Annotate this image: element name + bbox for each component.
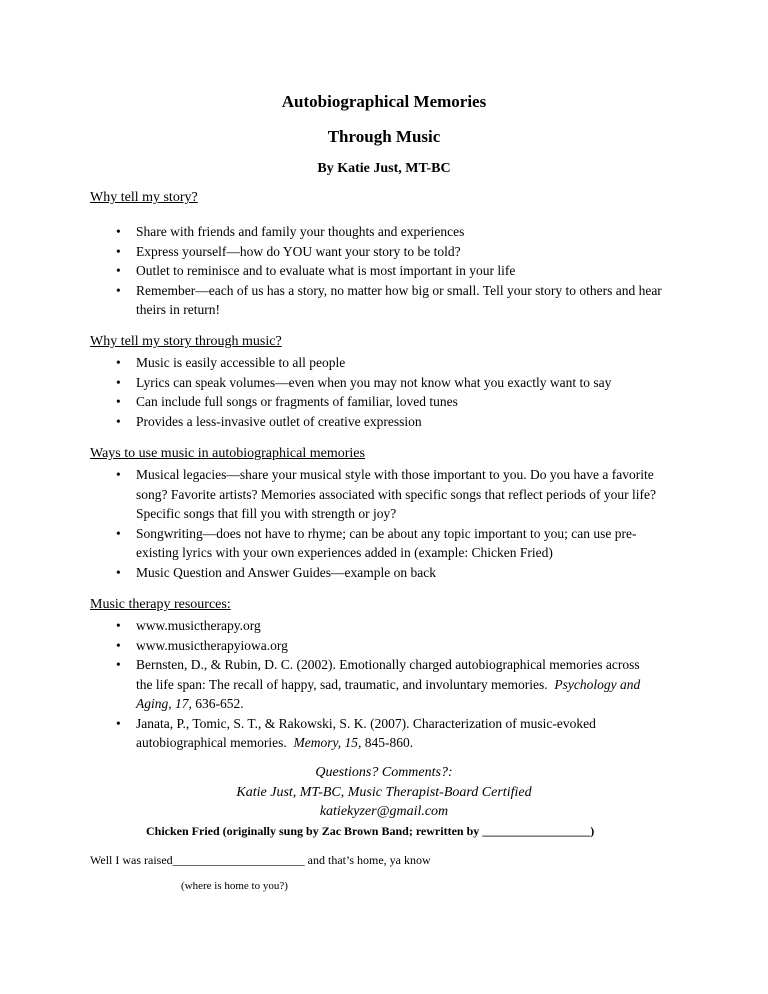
list-item: • Outlet to reminisce and to evaluate what is most important in your life — [0, 261, 688, 281]
contact-email: katiekyzer@gmail.com — [319, 804, 449, 819]
list-item: • Can include full songs or fragments of familiar, loved tunes — [0, 392, 688, 412]
resources-list — [0, 616, 688, 753]
list-item-line: theirs in return! — [136, 302, 220, 317]
section-heading-why-story: Why tell my story? — [90, 190, 198, 205]
list-item — [0, 655, 688, 714]
section-heading-resources: Music therapy resources: — [90, 597, 231, 612]
journal-volume: Memory, 15, — [293, 735, 362, 750]
song-rewrite-title: Chicken Fried (originally sung by Zac Brown Band; rewritten by __________________) — [146, 824, 595, 838]
list-item-line: • Songwriting—does not have to rhyme; can be about any topic important to you; can use pre- — [136, 525, 637, 541]
list-item: • www.musictherapyiowa.org — [0, 636, 688, 656]
questions-line: Questions? Comments?: — [315, 765, 453, 780]
list-item: • Share with friends and family your thoughts and experiences — [0, 222, 688, 242]
list-item-line — [136, 675, 688, 695]
list-item-line: • Remember—each of us has a story, no matter how big or small. Tell your story to others and hear — [136, 282, 662, 298]
section-heading-ways: Ways to use music in autobiographical memories — [90, 446, 365, 461]
list-item — [0, 465, 688, 524]
page-range: 636-652. — [195, 696, 244, 711]
list-item-line — [136, 694, 688, 714]
list-item: • www.musictherapy.org — [0, 616, 688, 636]
document-author: By Katie Just, MT-BC — [317, 161, 451, 176]
list-item — [0, 281, 688, 320]
list-item: • Provides a less-invasive outlet of creative expression — [0, 412, 688, 432]
document-subtitle: Through Music — [327, 127, 441, 146]
list-item: • Express yourself—how do YOU want your story to be told? — [0, 242, 688, 262]
citation-text: the life span: The recall of happy, sad, traumatic, and involuntary memories. — [136, 676, 548, 692]
page-range: 845-860. — [364, 735, 414, 750]
journal-volume: Aging, 17, — [136, 696, 192, 711]
why-story-list — [0, 222, 688, 320]
list-item — [0, 714, 688, 753]
citation-text: autobiographical memories. — [136, 735, 287, 750]
list-item-line: • Bernsten, D., & Rubin, D. C. (2002). Emotionally charged autobiographical memories across — [136, 657, 640, 672]
list-item-line: Specific songs that fill you with strength or joy? — [136, 506, 397, 521]
list-item-line — [136, 733, 688, 753]
list-item-line: • Janata, P., Tomic, S. T., & Rakowski, S. K. (2007). Characterization of music-evoked — [136, 715, 596, 731]
lyric-line: Well I was raised______________________ and that’s home, ya know — [90, 853, 431, 867]
list-item: • Music is easily accessible to all people — [0, 353, 688, 373]
lyric-prompt: (where is home to you?) — [181, 880, 288, 892]
list-item-line: • Musical legacies—share your musical style with those important to you. Do you have a favorite — [136, 467, 654, 482]
section-heading-why-music: Why tell my story through music? — [90, 334, 282, 349]
list-item: • Lyrics can speak volumes—even when you may not know what you exactly want to say — [0, 373, 688, 393]
document-title: Autobiographical Memories — [281, 92, 487, 111]
journal-name: Psychology and — [554, 676, 641, 692]
contact-name: Katie Just, MT-BC, Music Therapist-Board Certified — [236, 785, 532, 800]
list-item-line: song? Favorite artists? Memories associated with specific songs that reflect periods of your life? — [136, 486, 656, 502]
list-item-line: existing lyrics with your own experiences added in (example: Chicken Fried) — [136, 545, 553, 560]
list-item — [0, 524, 688, 563]
why-music-list — [0, 353, 688, 431]
ways-list — [0, 465, 688, 582]
list-item: • Music Question and Answer Guides—example on back — [0, 563, 688, 583]
